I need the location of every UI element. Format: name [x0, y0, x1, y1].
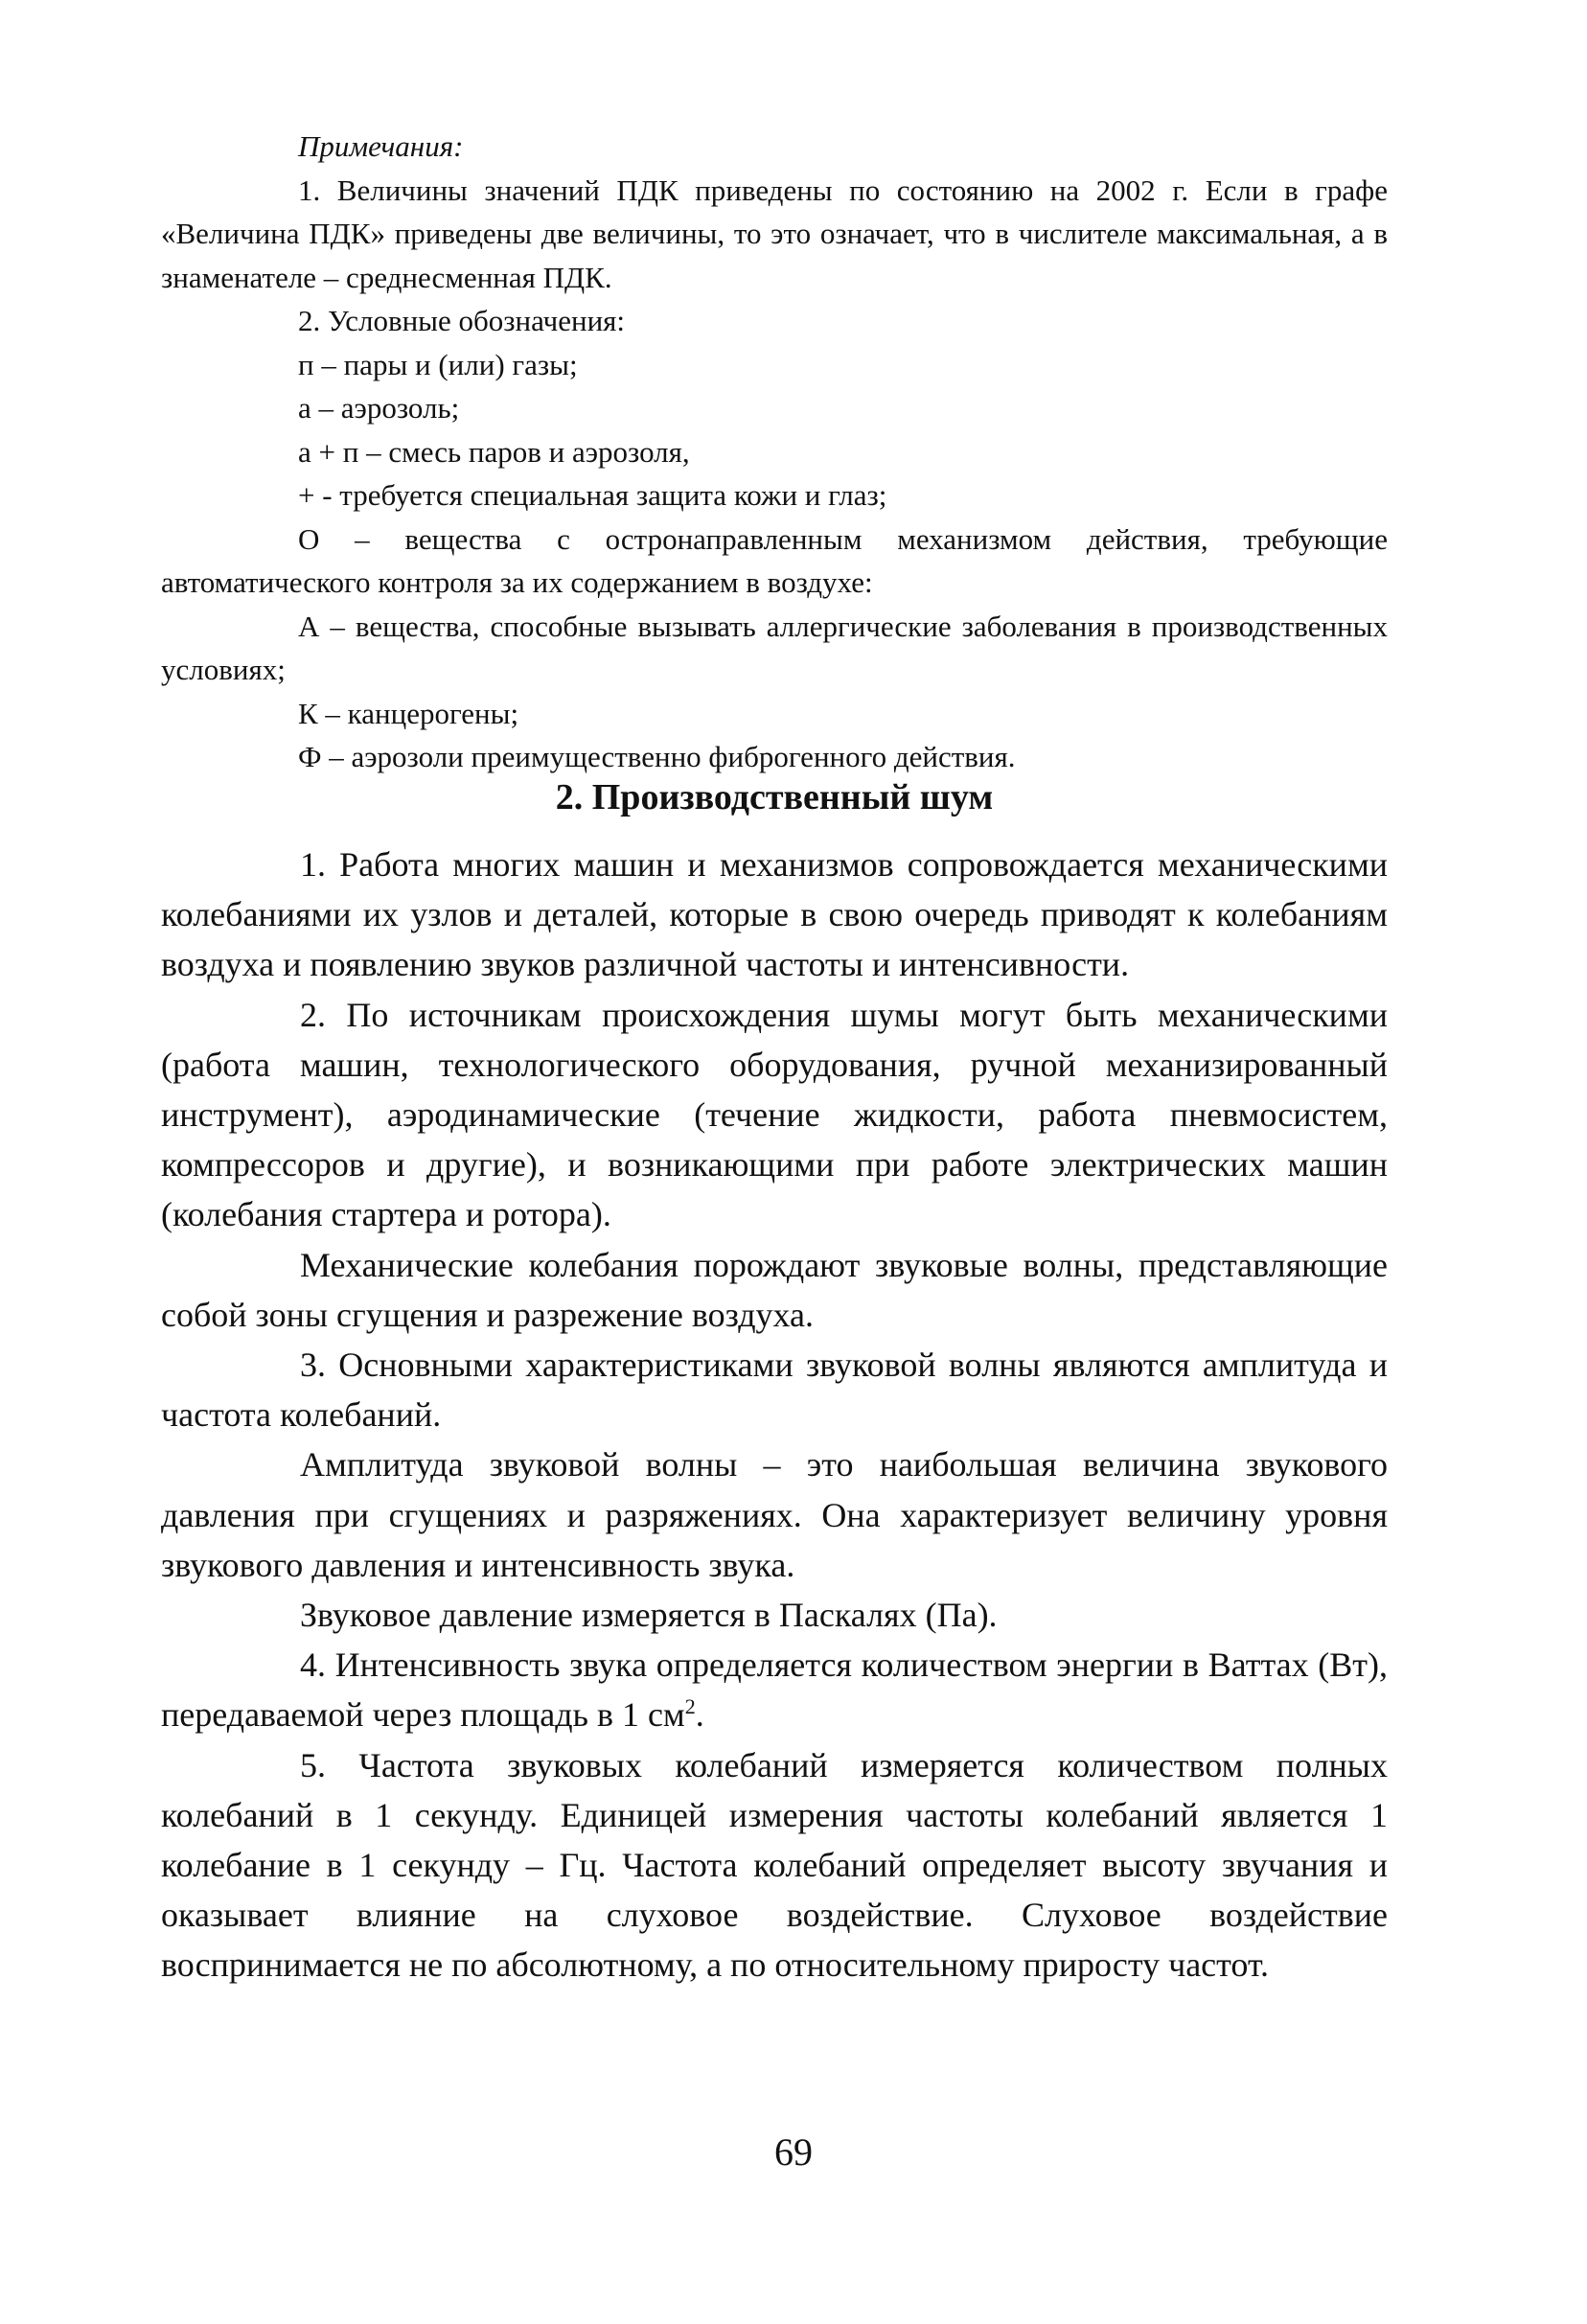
- legend-item: О – вещества с остронаправленным механизмом действия, требующие автоматического контроля за их содержанием в воздухе:: [161, 521, 1388, 599]
- legend-item: А – вещества, способные вызывать аллергические заболевания в производственных условиях;: [161, 609, 1388, 686]
- legend-item: а + п – смесь паров и аэрозоля,: [298, 434, 690, 469]
- notes-title: Примечания:: [298, 129, 464, 163]
- paragraph: Амплитуда звуковой волны – это наибольшая величина звукового давления при сгущениях и разряжениях. Она характеризует величину уровня звукового давления и интенсивность звука.: [161, 1445, 1388, 1584]
- paragraph: Звуковое давление измеряется в Паскалях (Па).: [300, 1596, 998, 1635]
- paragraph: 3. Основными характеристиками звуковой волны являются амплитуда и частота колебаний.: [161, 1346, 1388, 1435]
- page-number: 69: [774, 2130, 813, 2174]
- legend-item: Ф – аэрозоли преимущественно фиброгенного действия.: [298, 740, 1016, 773]
- paragraph: 1. Работа многих машин и механизмов сопровождается механическими колебаниями их узлов и деталей, которые в свою очередь приводят к колебаниям воздуха и появлению звуков различной частоты и интенсивности.: [161, 845, 1388, 984]
- note-2-heading: 2. Условные обозначения:: [298, 304, 626, 337]
- paragraph-intensity: [161, 1640, 1388, 1739]
- paragraph: Механические колебания порождают звуковые волны, представляющие собой зоны сгущения и разрежение воздуха.: [161, 1245, 1388, 1334]
- paragraph: 5. Частота звуковых колебаний измеряется количеством полных колебаний в 1 секунду. Единицей измерения частоты колебаний является 1 колебание в 1 секунду – Гц. Частота колебаний определяет высоту звучания и оказывает влияние на слуховое воздействие. Слуховое воздействие воспринимается не по абсолютному, а по относительному приросту частот.: [161, 1745, 1388, 1985]
- paragraph-intensity-end: .: [695, 1695, 704, 1735]
- section-body: [161, 840, 1388, 1990]
- notes-block: [161, 125, 1388, 779]
- note-1: 1. Величины значений ПДК приведены по состоянию на 2002 г. Если в графе «Величина ПДК» приведены две величины, то это означает, что в числителе максимальная, а в знаменателе – среднесменная ПДК.: [161, 173, 1388, 294]
- legend-item: а – аэрозоль;: [298, 391, 460, 425]
- legend-item: + - требуется специальная защита кожи и глаз;: [298, 478, 887, 512]
- paragraph: 2. По источникам происхождения шумы могут быть механическими (работа машин, технологического оборудования, ручной механизированный инструмент), аэродинамические (течение жидкости, работа пневмосистем, компрессоров и другие), и возникающими при работе электрических машин (колебания стартера и ротора).: [161, 995, 1388, 1234]
- paragraph-intensity-text: 4. Интенсивность звука определяется количеством энергии в Ваттах (Вт), передаваемой через площадь в 1 см: [161, 1645, 1388, 1735]
- legend-item: п – пары и (или) газы;: [298, 347, 578, 381]
- section-title: 2. Производственный шум: [555, 777, 994, 817]
- superscript-exponent: 2: [684, 1694, 696, 1719]
- legend-item: К – канцерогены;: [298, 696, 519, 730]
